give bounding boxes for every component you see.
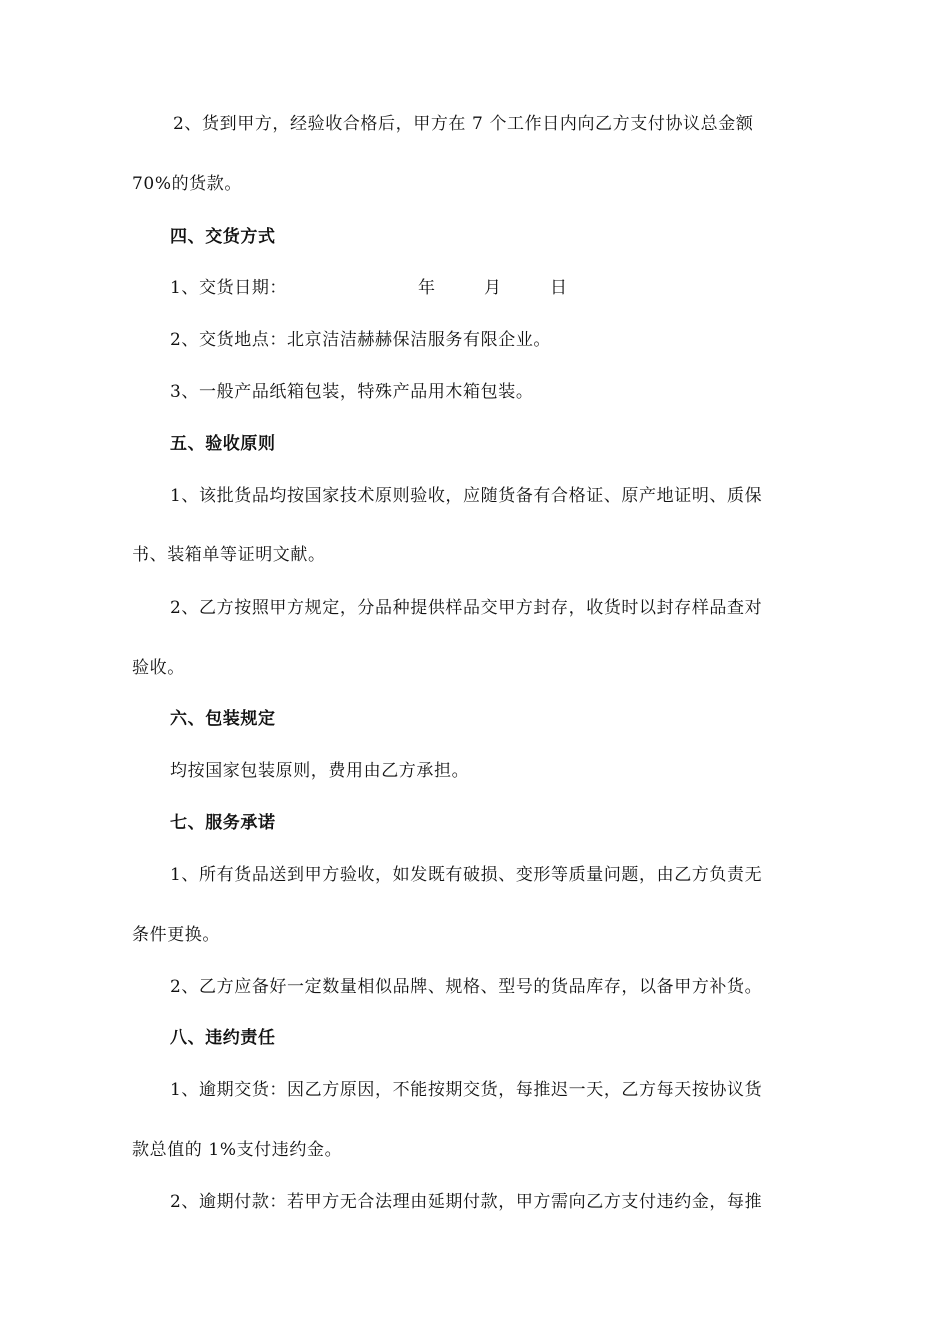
acceptance-clause-1-line-1: 1、该批货品均按国家技术原则验收，应随货备有合格证、原产地证明、质保 (170, 486, 763, 506)
delivery-date-line (170, 276, 568, 300)
acceptance-clause-1-line-2: 书、装箱单等证明文献。 (132, 545, 326, 565)
packaging-clause-line: 均按国家包装原则，费用由乙方承担。 (170, 761, 470, 781)
payment-clause-2-line-1: 2、货到甲方，经验收合格后，甲方在 7 个工作日内向乙方支付协议总金额 (173, 114, 754, 134)
date-month-label: 月 (484, 278, 502, 298)
liability-clause-2-line-1: 2、逾期付款：若甲方无合法理由延期付款，甲方需向乙方支付违约金，每推 (170, 1192, 763, 1212)
section-heading-liability: 八、违约责任 (170, 1028, 276, 1048)
delivery-date-label: 1、交货日期： (170, 278, 288, 298)
section-heading-packaging: 六、包装规定 (170, 709, 276, 729)
acceptance-clause-2-line-2: 验收。 (132, 658, 185, 678)
delivery-packaging-line: 3、一般产品纸箱包装，特殊产品用木箱包装。 (170, 382, 534, 402)
service-clause-1-line-1: 1、所有货品送到甲方验收，如发既有破损、变形等质量问题，由乙方负责无 (170, 865, 763, 885)
section-heading-delivery: 四、交货方式 (170, 227, 276, 247)
acceptance-clause-2-line-1: 2、乙方按照甲方规定，分品种提供样品交甲方封存，收货时以封存样品查对 (170, 598, 763, 618)
date-day-label: 日 (550, 278, 568, 298)
delivery-location-line: 2、交货地点：北京洁洁赫赫保洁服务有限企业。 (170, 330, 552, 350)
payment-clause-2-line-2: 70%的货款。 (132, 174, 242, 194)
service-clause-2-line: 2、乙方应备好一定数量相似品牌、规格、型号的货品库存，以备甲方补货。 (170, 977, 763, 997)
date-year-label: 年 (418, 278, 436, 298)
section-heading-service: 七、服务承诺 (170, 813, 276, 833)
liability-clause-1-line-1: 1、逾期交货：因乙方原因，不能按期交货，每推迟一天，乙方每天按协议货 (170, 1080, 763, 1100)
liability-clause-1-line-2: 款总值的 1%支付违约金。 (132, 1140, 343, 1160)
section-heading-acceptance: 五、验收原则 (170, 434, 276, 454)
service-clause-1-line-2: 条件更换。 (132, 925, 220, 945)
